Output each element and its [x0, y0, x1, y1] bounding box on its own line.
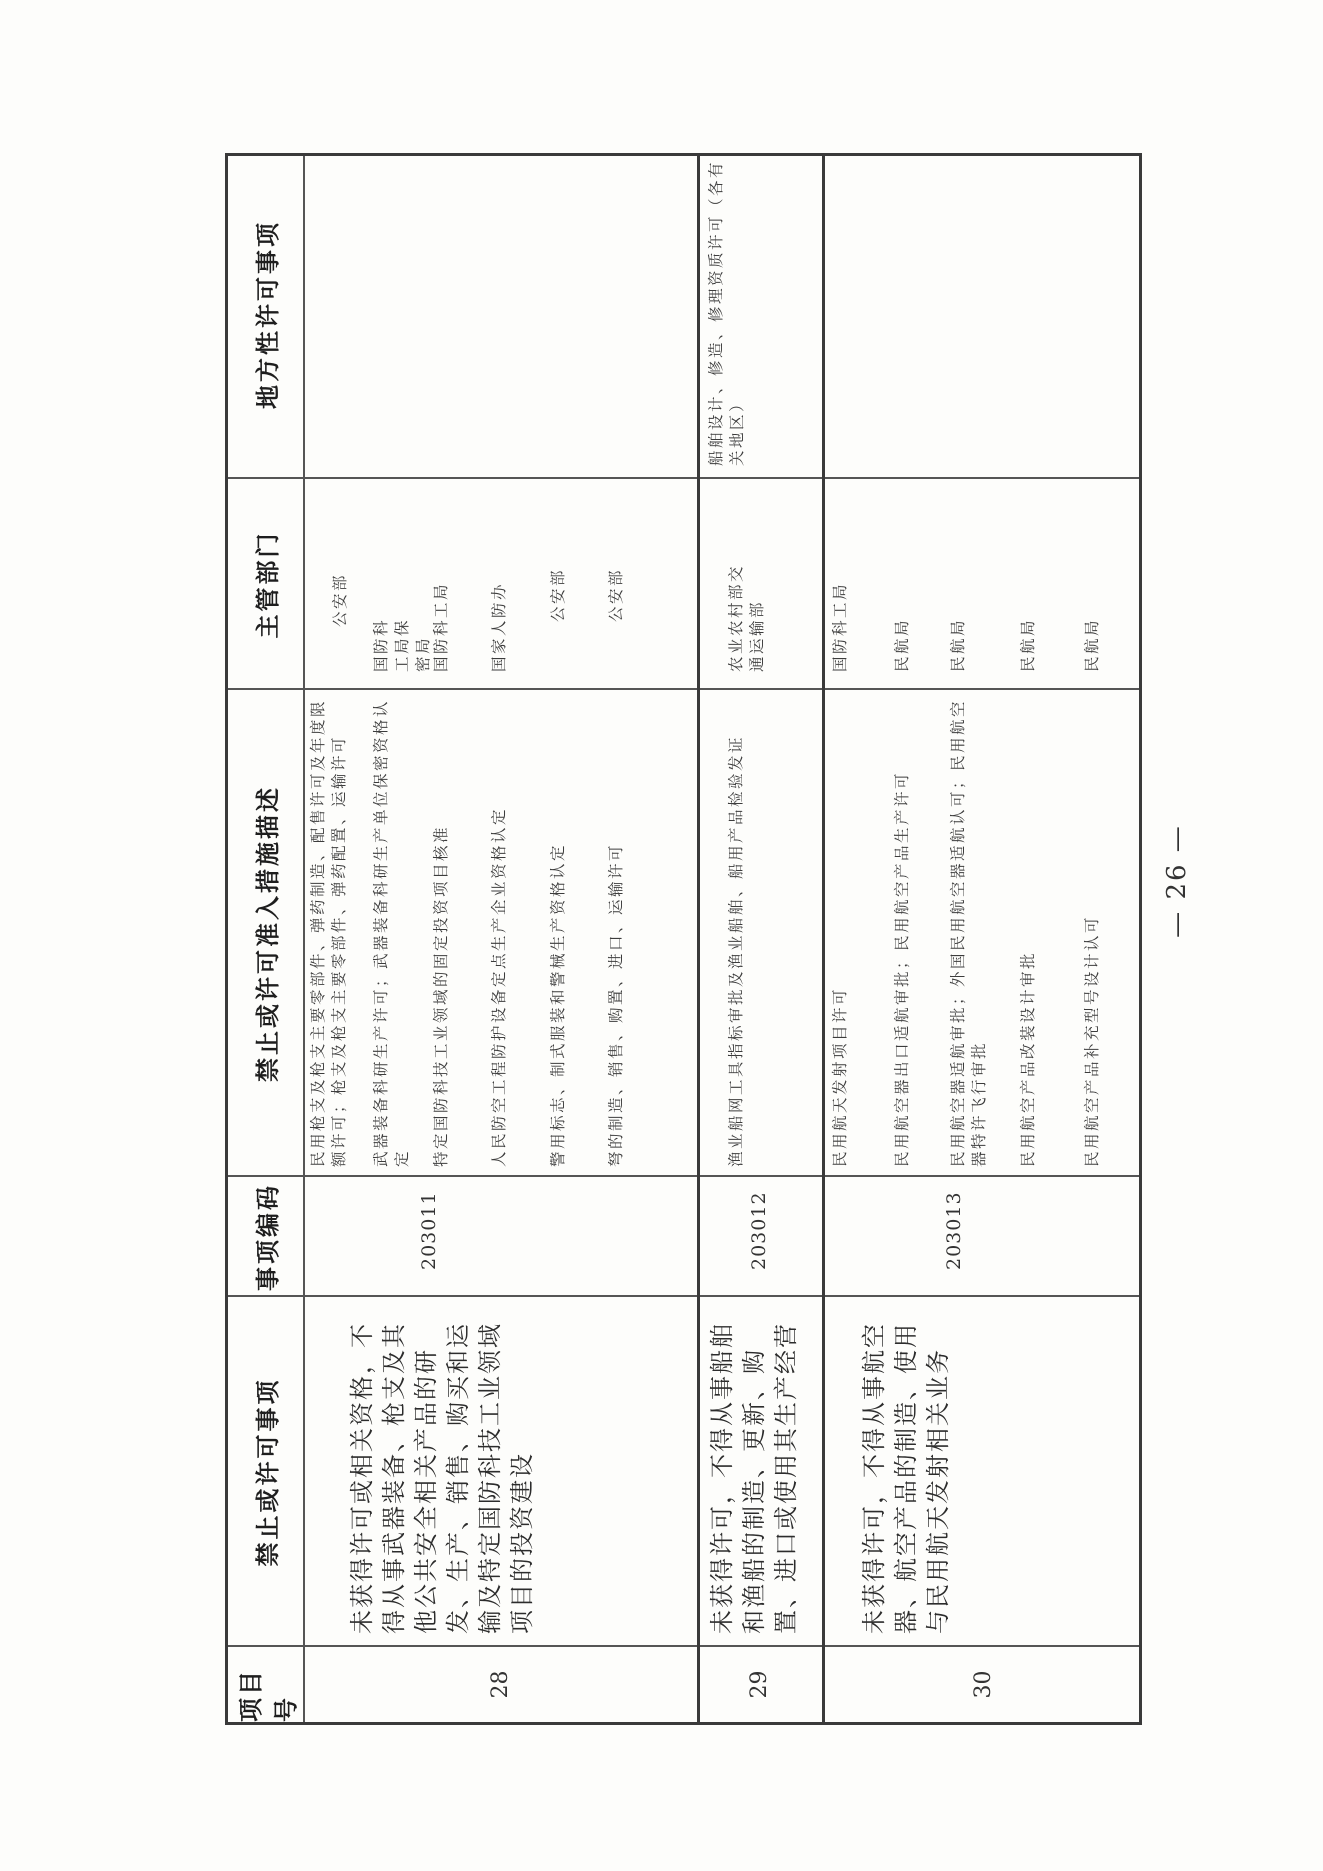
row-28-dept-6: 公安部 — [607, 567, 625, 622]
header-divider — [303, 156, 305, 1722]
col-divider — [228, 477, 1139, 479]
row-30-measure-5: 民用航空产品补充型号设计认可 — [1083, 914, 1101, 1167]
row-28-measure-2: 武器装备科研生产许可；武器装备科研生产单位保密资格认定 — [372, 698, 411, 1167]
row-28-measure-5: 警用标志、制式服装和警械生产资格认定 — [549, 842, 567, 1167]
row-28-measure-1: 民用枪支及枪支主要零部件、弹药制造、配售许可及年度限额许可；枪支及枪支主要零部件、弹药配置、运输许可 — [309, 698, 348, 1167]
permit-table — [225, 153, 1142, 1725]
col-divider — [228, 1295, 1139, 1297]
page-number: — 26 — — [1162, 824, 1192, 938]
row-28-code: 203011 — [418, 1191, 440, 1270]
row-28-no: 28 — [487, 1670, 513, 1699]
row-28-dept-1: 公安部 — [331, 572, 349, 627]
row-28-measure-6: 弩的制造、销售、购置、进口、运输许可 — [607, 842, 625, 1167]
row-30-item: 未获得许可，不得从事航空器、航空产品的制造、使用与民用航天发射相关业务 — [860, 1322, 952, 1634]
row-30-code: 203013 — [943, 1191, 965, 1270]
row-30-measure-1: 民用航天发射项目许可 — [831, 986, 849, 1167]
row-30-dept-2: 民航局 — [893, 617, 911, 672]
header-item: 禁止或许可事项 — [253, 1377, 282, 1567]
row-28-dept-5: 公安部 — [549, 567, 567, 622]
row-29-no: 29 — [747, 1670, 772, 1699]
row-30-measure-4: 民用航空产品改装设计审批 — [1019, 950, 1037, 1167]
col-divider — [228, 688, 1139, 690]
row-29-code: 203012 — [748, 1191, 770, 1270]
row-30-measure-3: 民用航空器适航审批；外国民用航空器适航认可；民用航空器特许飞行审批 — [949, 698, 988, 1167]
row-30-dept-1: 国防科工局 — [831, 581, 849, 672]
row-28-dept-2: 国防科工局保密局 — [372, 617, 432, 672]
header-desc: 禁止或许可准入措施描述 — [253, 785, 282, 1082]
row-30-no: 30 — [971, 1670, 996, 1699]
header-local: 地方性许可事项 — [253, 220, 282, 409]
row-28-item: 未获得许可或相关资格，不得从事武器装备、枪支及其他公共安全相关产品的研发、生产、销售、购买和运输及特定国防科技工业领域项目的投资建设 — [348, 1322, 536, 1634]
row-30-dept-3: 民航局 — [949, 617, 967, 672]
row-28-dept-3: 国防科工局 — [432, 581, 450, 672]
row-30-dept-5: 民航局 — [1083, 617, 1101, 672]
row-28-measure-3: 特定国防科技工业领域的固定投资项目核准 — [432, 824, 450, 1167]
row-28-measure-4: 人民防空工程防护设备定点生产企业资格认定 — [490, 806, 508, 1167]
row-divider — [697, 156, 700, 1722]
row-29-dept-1: 农业农村部交通运输部 — [727, 563, 766, 672]
row-divider — [822, 156, 825, 1722]
header-dept: 主管部门 — [253, 530, 282, 639]
row-30-dept-4: 民航局 — [1019, 617, 1037, 672]
col-divider — [228, 1175, 1139, 1177]
row-29-local: 船舶设计、修造、修理资质许可（各有关地区） — [707, 159, 746, 466]
row-28-dept-4: 国家人防办 — [490, 581, 508, 672]
row-30-measure-2: 民用航空器出口适航审批；民用航空产品生产许可 — [893, 770, 911, 1167]
header-code: 事项编码 — [253, 1183, 282, 1291]
header-no: 项目号 — [235, 1668, 300, 1722]
row-29-measure-1: 渔业船网工具指标审批及渔业船舶、船用产品检验发证 — [727, 734, 745, 1167]
row-29-item: 未获得许可，不得从事船舶和渔船的制造、更新、购置、进口或使用其生产经营 — [708, 1322, 800, 1634]
